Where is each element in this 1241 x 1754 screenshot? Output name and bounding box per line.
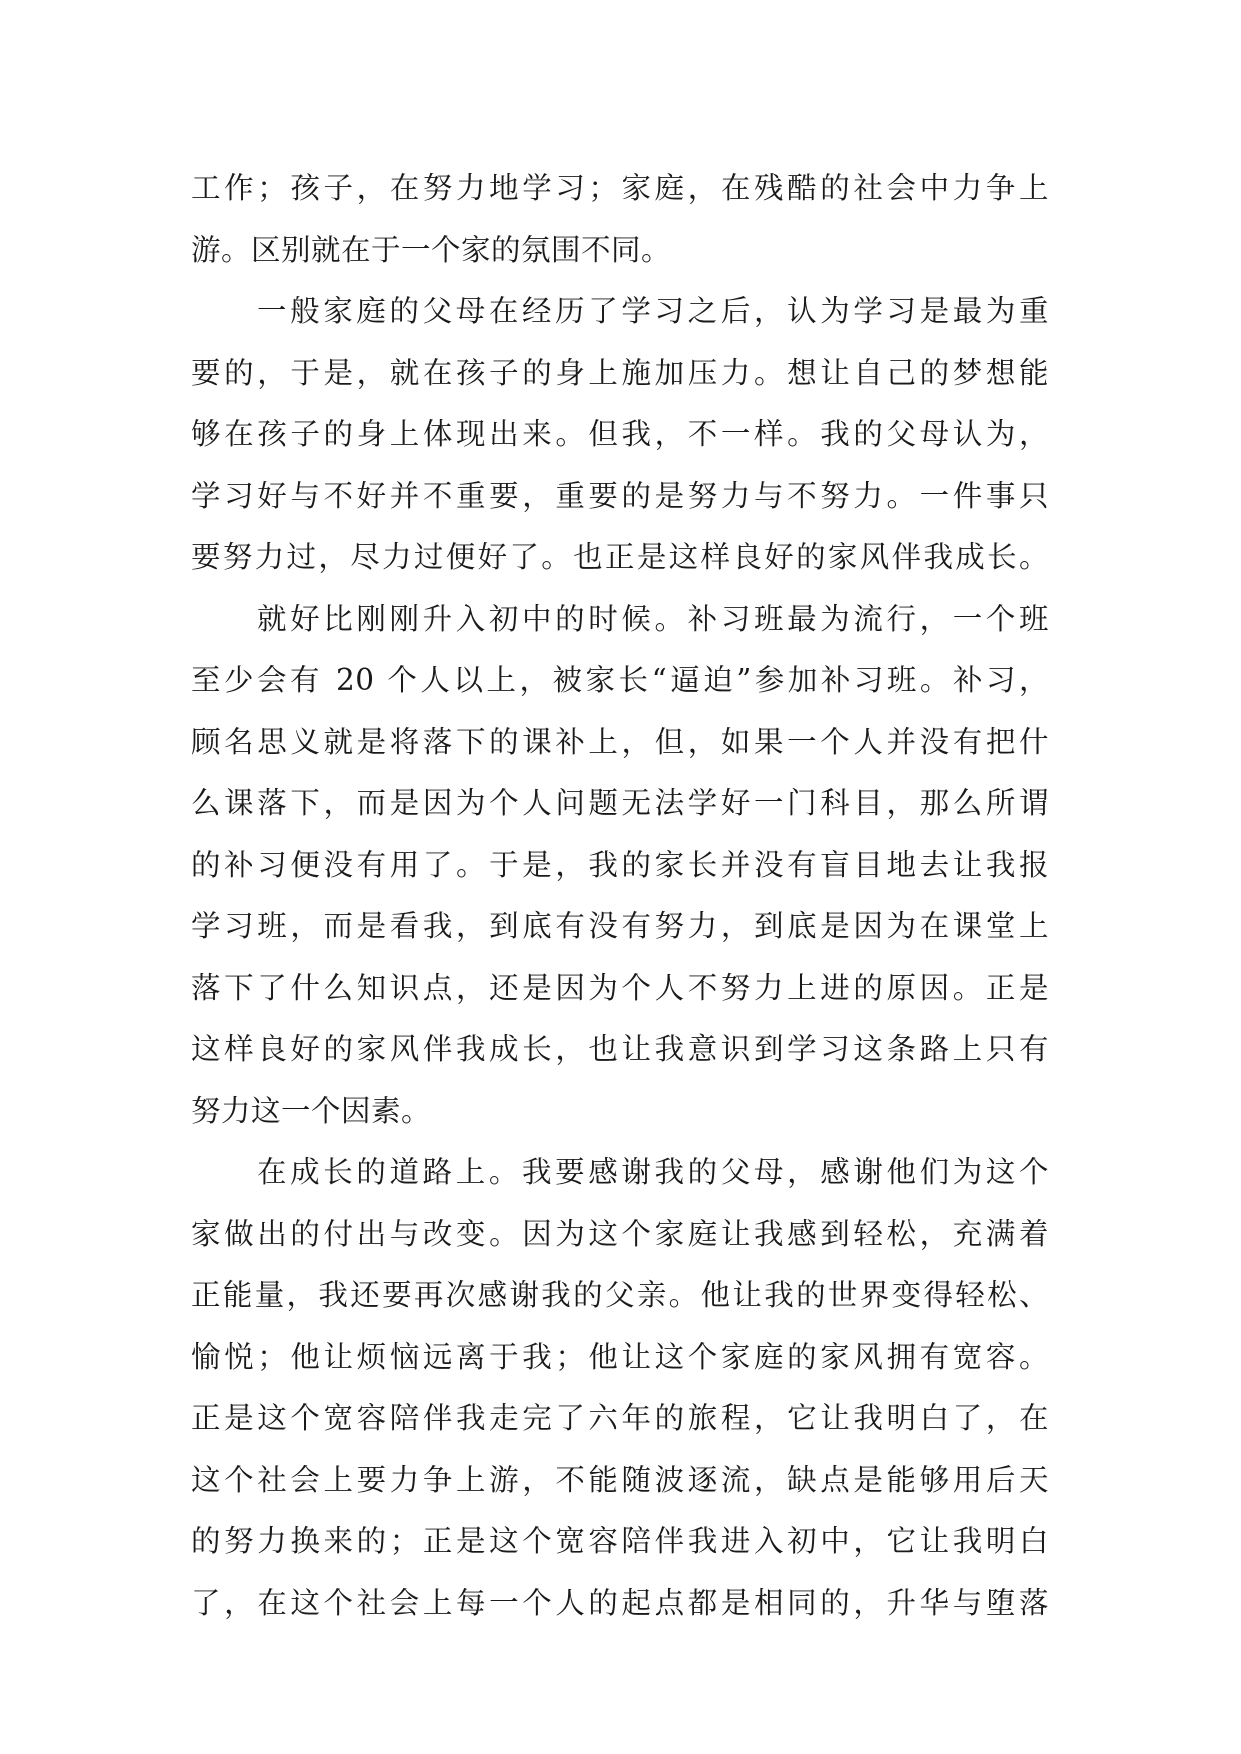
- text-line: 了，在这个社会上每一个人的起点都是相同的，升华与堕落: [191, 1585, 1049, 1620]
- text-line: 至少会有 20 个人以上，被家长“逼迫”参加补习班。补习，: [191, 663, 1049, 697]
- text-line: 这样良好的家风伴我成长，也让我意识到学习这条路上只有: [191, 1032, 1049, 1066]
- text-line: 落下了什么知识点，还是因为个人不努力上进的原因。正是: [191, 970, 1049, 1005]
- text-line: 正能量，我还要再次感谢我的父亲。他让我的世界变得轻松、: [191, 1278, 1049, 1312]
- text-line: 游。区别就在于一个家的氛围不同。: [191, 232, 672, 267]
- text-line: 努力这一个因素。: [191, 1093, 432, 1128]
- text-line: 在成长的道路上。我要感谢我的父母，感谢他们为这个: [257, 1155, 1049, 1189]
- text-line: 工作；孩子，在努力地学习；家庭，在残酷的社会中力争上: [191, 171, 1049, 205]
- text-line: 正是这个宽容陪伴我走完了六年的旅程，它让我明白了，在: [191, 1401, 1049, 1435]
- text-line: 愉悦；他让烦恼远离于我；他让这个家庭的家风拥有宽容。: [191, 1339, 1049, 1374]
- text-line: 要努力过，尽力过便好了。也正是这样良好的家风伴我成长。: [191, 540, 1049, 574]
- text-line: 学习好与不好并不重要，重要的是努力与不努力。一件事只: [191, 478, 1049, 513]
- text-line: 顾名思义就是将落下的课补上，但，如果一个人并没有把什: [191, 724, 1049, 759]
- text-line: 够在孩子的身上体现出来。但我，不一样。我的父母认为，: [191, 417, 1049, 451]
- text-line: 就好比刚刚升入初中的时候。补习班最为流行，一个班: [257, 601, 1049, 636]
- text-line: 家做出的付出与改变。因为这个家庭让我感到轻松，充满着: [191, 1216, 1049, 1251]
- text-line: 要的，于是，就在孩子的身上施加压力。想让自己的梦想能: [191, 355, 1049, 390]
- text-line: 的努力换来的；正是这个宽容陪伴我进入初中，它让我明白: [191, 1524, 1049, 1558]
- text-line: 这个社会上要力争上游，不能随波逐流，缺点是能够用后天: [191, 1462, 1049, 1497]
- body-text: [191, 158, 1049, 1634]
- text-line: 学习班，而是看我，到底有没有努力，到底是因为在课堂上: [191, 909, 1049, 943]
- text-line: 的补习便没有用了。于是，我的家长并没有盲目地去让我报: [191, 847, 1049, 882]
- text-line: 么课落下，而是因为个人问题无法学好一门科目，那么所谓: [191, 786, 1049, 820]
- text-line: 一般家庭的父母在经历了学习之后，认为学习是最为重: [257, 294, 1049, 328]
